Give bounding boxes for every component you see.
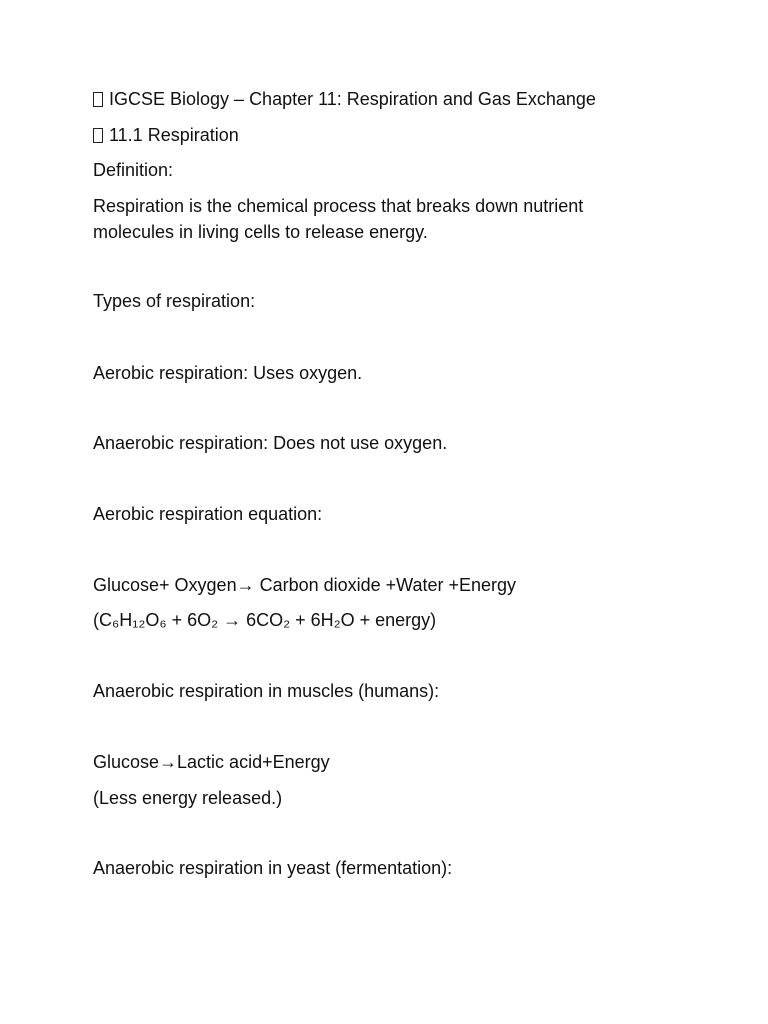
anaerobic-type: Anaerobic respiration: Does not use oxygen. (93, 433, 448, 453)
document-title-text: IGCSE Biology – Chapter 11: Respiration and Gas Exchange (109, 89, 596, 109)
aerobic-word-equation: Glucose+ Oxygen→ Carbon dioxide +Water +Energy (93, 575, 517, 595)
anaerobic-muscle-note: (Less energy released.) (93, 788, 283, 808)
missing-glyph-icon (93, 92, 103, 107)
document-title (93, 86, 693, 112)
anaerobic-yeast-label: Anaerobic respiration in yeast (fermentation): (93, 858, 453, 878)
section-heading-text: 11.1 Respiration (109, 125, 239, 145)
aerobic-symbol-equation: (C₆H₁₂O₆ + 6O₂ → 6CO₂ + 6H₂O + energy) (93, 610, 437, 630)
missing-glyph-icon (93, 128, 103, 143)
types-label: Types of respiration: (93, 291, 256, 311)
aerobic-type: Aerobic respiration: Uses oxygen. (93, 363, 363, 383)
definition-text: Respiration is the chemical process that breaks down nutrient molecules in living cells to release energy. (93, 196, 584, 242)
anaerobic-muscle-equation: Glucose→Lactic acid+Energy (93, 752, 330, 772)
section-heading (93, 122, 693, 148)
aerobic-equation-label: Aerobic respiration equation: (93, 504, 323, 524)
anaerobic-muscle-label: Anaerobic respiration in muscles (humans): (93, 681, 440, 701)
definition-label: Definition: (93, 160, 174, 180)
